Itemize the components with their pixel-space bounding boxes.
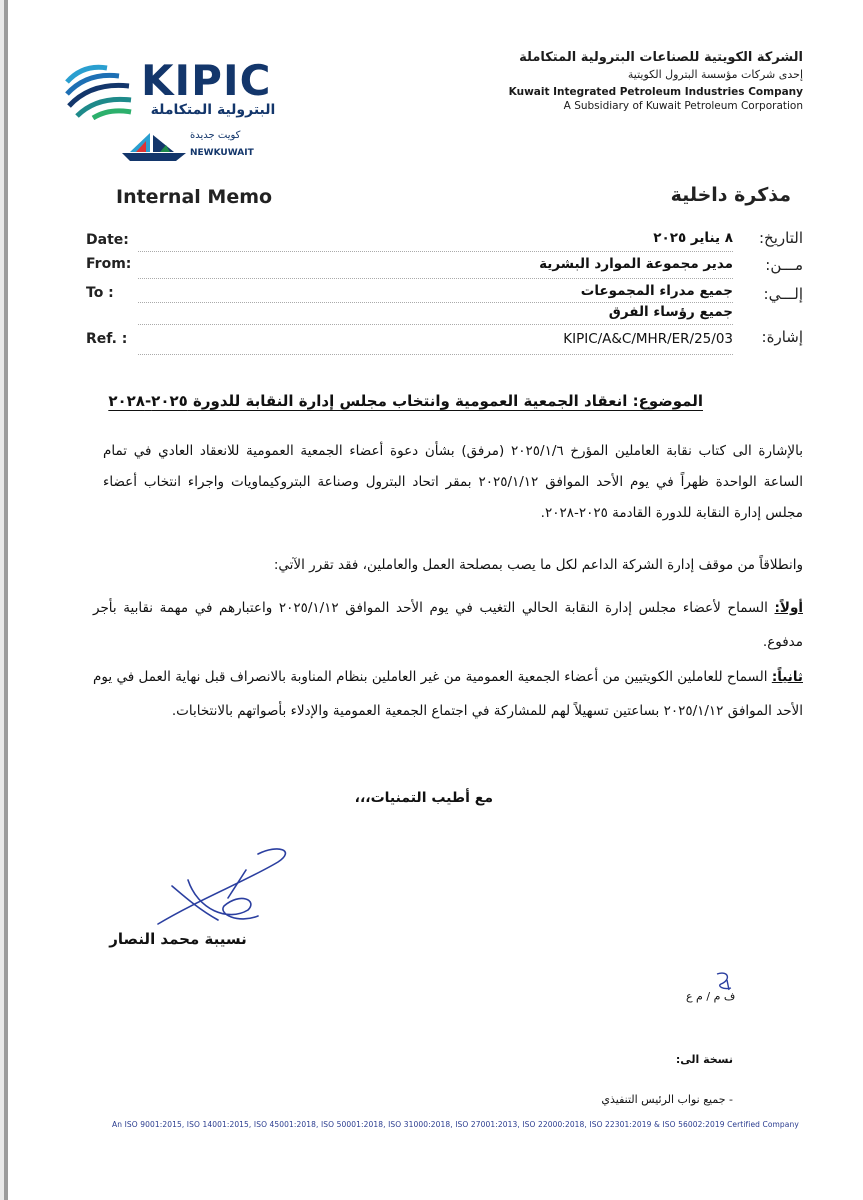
date-label-english: Date:	[86, 232, 129, 248]
newkuwait-logo-icon	[116, 131, 192, 165]
from-label-english: From:	[86, 256, 132, 272]
closing-line: مع أطيب التمنيات،،،	[354, 790, 493, 806]
memo-subject: الموضوع: انعقاد الجمعية العمومية وانتخاب مجلس إدارة النقابة للدورة ٢٠٢٥-٢٠٢٨	[108, 392, 703, 410]
reference-initials: ف م / م ع	[686, 990, 736, 1003]
memo-title-arabic: مذكرة داخلية	[670, 184, 791, 206]
to-value-1: جميع مدراء المجموعات	[580, 283, 733, 299]
decision-item-2-text: السماح للعاملين الكويتيين من أعضاء الجمعية العمومية من غير العاملين بنظام المناوبة بالانصراف قبل نهاية العمل في يوم الأحد الموافق ٢٠٢٥/١/١٢ بساعتين تسهيلاً لهم للمشاركة في اجتماع الجمعية العمومية والإدلاء بأصواتهم بالانتخابات.	[93, 669, 803, 719]
decision-item-1-text: السماح لأعضاء مجلس إدارة النقابة الحالي التغيب في يوم الأحد الموافق ٢٠٢٥/١/١٢ واعتبارهم في مهمة نقابية بأجر مدفوع.	[93, 600, 803, 650]
to-label-english: To :	[86, 285, 114, 301]
ref-label-english: Ref. :	[86, 331, 128, 347]
to-label-arabic: إلـــي:	[763, 285, 803, 303]
kipic-logo-icon	[63, 62, 133, 120]
from-label-arabic: مـــن:	[765, 256, 803, 274]
ref-rule	[138, 354, 733, 355]
signature-scribble	[128, 840, 298, 930]
company-name-arabic: الشركة الكويتية للصناعات البترولية المتكاملة	[519, 50, 803, 65]
kipic-wordmark: KIPIC	[141, 56, 272, 105]
iso-certifications-footer: An ISO 9001:2015, ISO 14001:2015, ISO 45001:2018, ISO 50001:2018, ISO 31000:2018, ISO 27001:2013, ISO 22000:2018, ISO 22301:2019 & ISO 56002:2019 Certified Company	[112, 1120, 799, 1129]
ref-label-arabic: إشارة:	[761, 328, 803, 346]
to-rule-2	[138, 324, 733, 325]
newkuwait-label: NEWKUWAIT	[190, 148, 254, 158]
memo-title-english: Internal Memo	[116, 186, 273, 208]
date-rule	[138, 251, 733, 252]
decision-item-1-lead: أولاً:	[774, 600, 803, 616]
to-rule-1	[138, 302, 733, 303]
date-value: ٨ يناير ٢٠٢٥	[653, 230, 733, 246]
memo-page	[8, 0, 863, 1200]
body-paragraph-1: بالإشارة الى كتاب نقابة العاملين المؤرخ ٢٠٢٥/١/٦ (مرفق) بشأن دعوة أعضاء الجمعية العمومية للانعقاد العادي في تمام الساعة الواحدة ظهراً في يوم الأحد الموافق ٢٠٢٥/١/١٢ بمقر اتحاد البترول وصناعة البتروكيماويات واجراء انتخاب أعضاء مجلس إدارة النقابة للدورة القادمة ٢٠٢٥-٢٠٢٨.	[103, 443, 803, 521]
kipic-arabic-wordmark: البترولية المتكاملة	[150, 102, 276, 118]
newkuwait-arabic: كويت جديدة	[190, 130, 241, 141]
decision-item-1	[93, 591, 803, 659]
from-value: مدير مجموعة الموارد البشرية	[539, 256, 733, 272]
copy-to-item: - جميع نواب الرئيس التنفيذي	[601, 1093, 733, 1106]
signatory-name: نسيبة محمد النصار	[109, 930, 247, 948]
body-paragraph-2: وانطلاقاً من موقف إدارة الشركة الداعم لكل ما يصب بمصلحة العمل والعاملين، فقد تقرر الآتي:	[273, 557, 803, 573]
decision-item-2	[93, 660, 803, 728]
copy-to-label: نسخة الى:	[675, 1053, 733, 1066]
to-value-2: جميع رؤساء الفرق	[608, 304, 733, 320]
initials-scribble	[713, 970, 735, 992]
decision-item-2-lead: ثانياً:	[771, 669, 803, 685]
company-subtitle-english: A Subsidiary of Kuwait Petroleum Corporation	[563, 100, 803, 112]
company-subtitle-arabic: إحدى شركات مؤسسة البترول الكويتية	[627, 68, 803, 81]
ref-value: KIPIC/A&C/MHR/ER/25/03	[563, 331, 733, 347]
from-rule	[138, 278, 733, 279]
date-label-arabic: التاريخ:	[759, 229, 803, 247]
company-name-english: Kuwait Integrated Petroleum Industries Company	[508, 86, 803, 98]
